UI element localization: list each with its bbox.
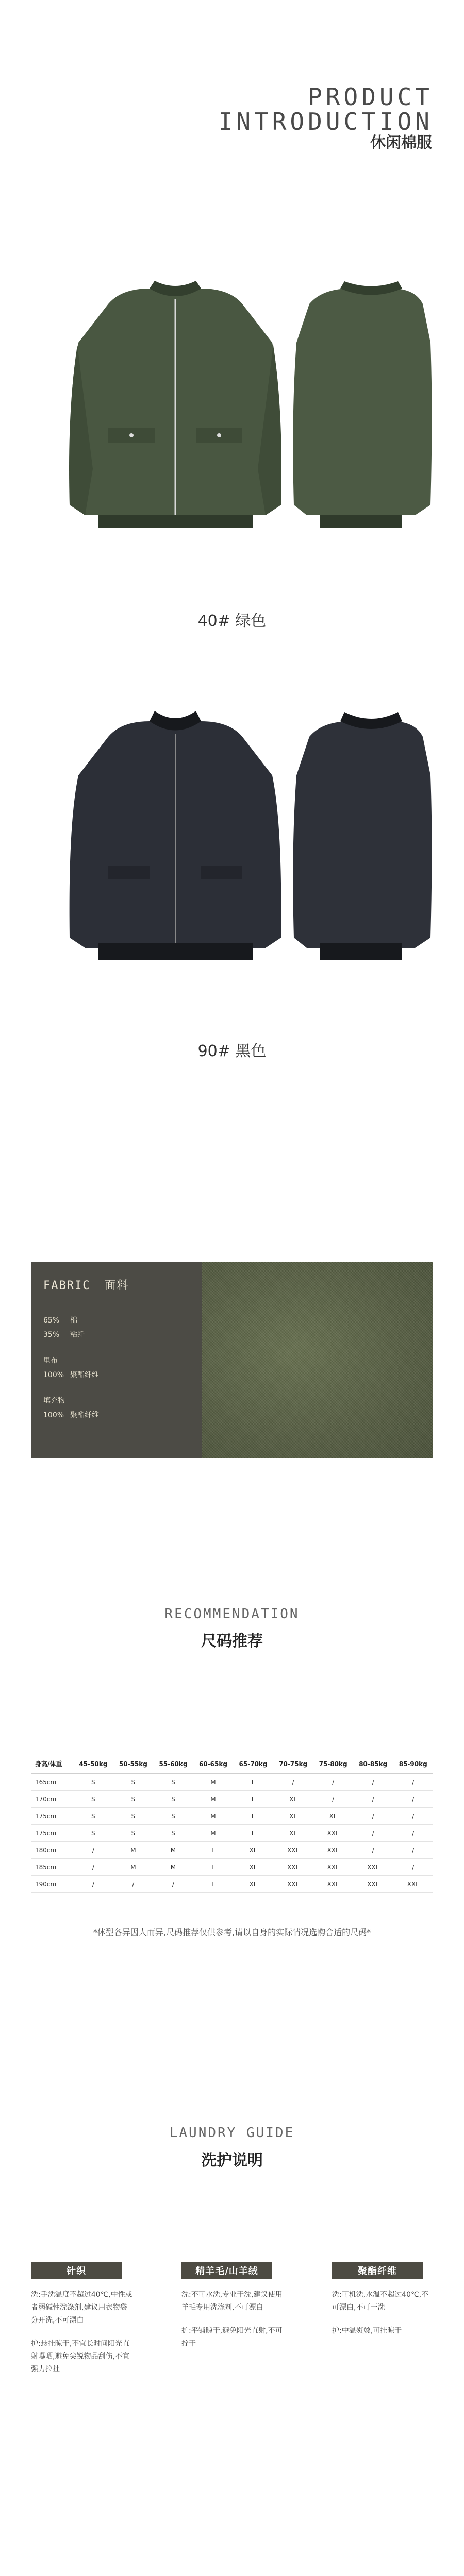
size-cell: S	[113, 1808, 154, 1825]
size-cell: S	[113, 1825, 154, 1842]
fabric-lining-label: 里布	[43, 1357, 58, 1365]
size-cell: XL	[313, 1808, 353, 1825]
laundry-care-text: 护:中温熨烫,可挂晾干	[332, 2327, 402, 2335]
size-row	[31, 1859, 433, 1876]
size-cell: XXL	[353, 1859, 393, 1876]
size-col-header: 65-70kg	[233, 1754, 273, 1774]
size-table	[31, 1754, 433, 1893]
size-cell: /	[73, 1876, 113, 1893]
title-line2: INTRODUCTION	[218, 108, 433, 135]
size-cell: XL	[233, 1859, 273, 1876]
size-row	[31, 1876, 433, 1893]
size-cell: 175cm	[31, 1825, 73, 1842]
laundry-card-title: 精羊毛/山羊绒	[181, 2262, 272, 2279]
size-cell: M	[193, 1791, 234, 1808]
size-cell: L	[193, 1842, 234, 1859]
size-row	[31, 1774, 433, 1791]
product-caption-black: 90# 黑色	[197, 1042, 267, 1060]
size-col-header: 75-80kg	[313, 1754, 353, 1774]
fabric-title: FABRIC 面料	[43, 1279, 129, 1292]
size-cell: M	[193, 1825, 234, 1842]
fabric-shell-1: 65% 棉	[43, 1316, 77, 1325]
size-cell: L	[233, 1825, 273, 1842]
size-col-header: 50-55kg	[113, 1754, 154, 1774]
size-cell: 170cm	[31, 1791, 73, 1808]
size-cell: S	[113, 1774, 154, 1791]
size-cell: XL	[273, 1808, 313, 1825]
laundry-wash-text: 洗:可机洗,水温不超过40℃,不可漂白,不可干洗	[332, 2291, 429, 2312]
size-cell: XXL	[273, 1842, 313, 1859]
size-cell: 180cm	[31, 1842, 73, 1859]
laundry-card-text	[332, 2289, 435, 2337]
black-jacket-photos	[31, 690, 433, 989]
size-cell: M	[113, 1842, 154, 1859]
laundry-card-title: 聚酯纤维	[332, 2262, 423, 2279]
size-cell: L	[233, 1774, 273, 1791]
laundry-wash-text: 洗:不可水洗,专业干洗,建议使用羊毛专用洗涤剂,不可漂白	[181, 2291, 283, 2312]
size-cell: S	[153, 1825, 193, 1842]
size-cell: /	[353, 1791, 393, 1808]
black-jacket-front	[70, 711, 281, 960]
size-cell: /	[313, 1774, 353, 1791]
size-col-header: 70-75kg	[273, 1754, 313, 1774]
size-cell: /	[113, 1876, 154, 1893]
size-cell: XL	[273, 1825, 313, 1842]
size-cell: /	[393, 1808, 433, 1825]
fabric-swatch-image	[202, 1262, 433, 1458]
size-cell: S	[73, 1774, 113, 1791]
laundry-card-text	[181, 2289, 285, 2350]
size-cell: S	[153, 1791, 193, 1808]
size-cell: M	[113, 1859, 154, 1876]
size-col-header: 45-50kg	[73, 1754, 113, 1774]
size-cell: M	[193, 1808, 234, 1825]
size-cell: XL	[233, 1876, 273, 1893]
size-cell: S	[113, 1791, 154, 1808]
laundry-card-title: 针织	[31, 2262, 122, 2279]
size-cell: /	[353, 1808, 393, 1825]
size-cell: L	[233, 1791, 273, 1808]
size-cell: XL	[273, 1791, 313, 1808]
size-note: *体型各异因人而异,尺码推荐仅供参考,请以自身的实际情况选购合适的尺码*	[93, 1927, 371, 1937]
fabric-info	[31, 1262, 202, 1458]
size-cell: XL	[233, 1842, 273, 1859]
green-jacket-back	[293, 281, 432, 528]
laundry-title-en: LAUNDRY GUIDE	[169, 2125, 295, 2141]
laundry-care-text: 护:悬挂晾干,不宜长时间阳光直射曝晒,避免尖锐物品刮伤,不宜强力拉扯	[31, 2340, 130, 2374]
size-cell: /	[393, 1774, 433, 1791]
size-cell: 175cm	[31, 1808, 73, 1825]
size-cell: /	[353, 1842, 393, 1859]
size-cell: XXL	[313, 1876, 353, 1893]
size-cell: 165cm	[31, 1774, 73, 1791]
laundry-title-cn: 洗护说明	[201, 2151, 263, 2170]
size-col-header: 身高/体重	[31, 1754, 73, 1774]
size-cell: 190cm	[31, 1876, 73, 1893]
green-jacket-front	[69, 281, 281, 528]
size-cell: S	[153, 1808, 193, 1825]
size-row	[31, 1842, 433, 1859]
laundry-card-text	[31, 2289, 134, 2376]
size-cell: /	[73, 1859, 113, 1876]
size-cell: S	[73, 1825, 113, 1842]
fabric-panel	[31, 1262, 433, 1458]
fabric-shell-2: 35% 粘纤	[43, 1331, 85, 1339]
size-cell: XXL	[393, 1876, 433, 1893]
size-row	[31, 1808, 433, 1825]
laundry-care-text: 护:平铺晾干,避免阳光直射,不可拧干	[181, 2327, 283, 2348]
size-cell: M	[153, 1859, 193, 1876]
size-cell: /	[393, 1825, 433, 1842]
size-cell: /	[313, 1791, 353, 1808]
size-cell: XXL	[313, 1859, 353, 1876]
size-row	[31, 1825, 433, 1842]
size-cell: /	[393, 1842, 433, 1859]
fabric-lining: 100% 聚酯纤维	[43, 1371, 99, 1379]
green-jacket-photos	[31, 258, 433, 556]
size-cell: S	[153, 1774, 193, 1791]
size-title-cn: 尺码推荐	[201, 1632, 263, 1650]
size-cell: /	[353, 1825, 393, 1842]
title-line1: PRODUCT	[308, 83, 433, 111]
size-cell: XXL	[273, 1859, 313, 1876]
size-cell: /	[73, 1842, 113, 1859]
size-row	[31, 1791, 433, 1808]
size-cell: /	[393, 1859, 433, 1876]
fabric-filling-label: 填充物	[43, 1397, 65, 1405]
subtitle: 休闲棉服	[370, 134, 432, 152]
size-col-header: 80-85kg	[353, 1754, 393, 1774]
size-cell: /	[273, 1774, 313, 1791]
black-jacket-back	[293, 712, 432, 960]
size-title-en: RECOMMENDATION	[164, 1606, 300, 1622]
size-cell: L	[233, 1808, 273, 1825]
size-cell: XXL	[353, 1876, 393, 1893]
size-cell: 185cm	[31, 1859, 73, 1876]
laundry-card	[332, 2262, 435, 2348]
size-cell: /	[393, 1791, 433, 1808]
size-cell: XXL	[313, 1825, 353, 1842]
size-col-header: 85-90kg	[393, 1754, 433, 1774]
size-cell: M	[193, 1774, 234, 1791]
size-cell: S	[73, 1791, 113, 1808]
size-cell: XXL	[313, 1842, 353, 1859]
laundry-wash-text: 洗:手洗温度不超过40℃,中性或者弱碱性洗涤剂,建议用衣物袋分开洗,不可漂白	[31, 2291, 132, 2325]
size-col-header: 55-60kg	[153, 1754, 193, 1774]
size-cell: L	[193, 1876, 234, 1893]
size-col-header: 60-65kg	[193, 1754, 234, 1774]
size-cell: /	[353, 1774, 393, 1791]
size-cell: /	[153, 1876, 193, 1893]
laundry-card	[181, 2262, 285, 2361]
fabric-filling: 100% 聚酯纤维	[43, 1411, 99, 1419]
product-caption-green: 40# 绿色	[197, 612, 267, 630]
size-cell: S	[73, 1808, 113, 1825]
size-cell: XXL	[273, 1876, 313, 1893]
size-cell: L	[193, 1859, 234, 1876]
laundry-card	[31, 2262, 134, 2386]
size-cell: M	[153, 1842, 193, 1859]
